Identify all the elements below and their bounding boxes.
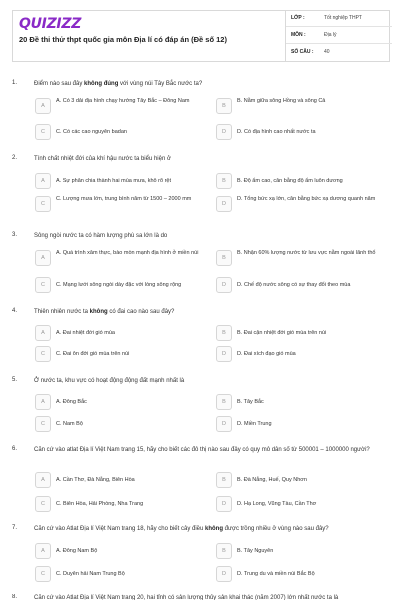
question-text: Ở nước ta, khu vực có hoạt động động đất mạnh nhất là xyxy=(34,378,185,384)
question-text: Căn cứ vào Atlat Địa lí Việt Nam trang 18, hãy cho biết cây điều không được trồng nhiều ở vùng nào sau đây? xyxy=(34,526,329,532)
meta-label: SỐ CÂU : xyxy=(291,49,314,55)
document-title: 20 Đề thi thử thpt quốc gia môn Địa lí có đáp án (Đề số 12) xyxy=(19,35,227,44)
meta-value: Tốt nghiệp THPT xyxy=(324,15,362,21)
quizizz-logo: QUIZIZZ xyxy=(19,16,82,32)
meta-value: Địa lý xyxy=(324,32,337,38)
question-number: 8. xyxy=(12,594,18,600)
question-text: Căn cứ vào Atlat Địa lí Việt Nam trang 20, hai tỉnh có sản lượng thủy sản khai thác (năm 2007) lớn nhất nước ta là xyxy=(34,595,339,600)
question-number: 7. xyxy=(12,525,18,531)
question-text: Sông ngòi nước ta có hàm lượng phù sa lớn là do xyxy=(34,233,168,239)
meta-row-count xyxy=(286,45,392,61)
question-text: Tính chất nhiệt đới của khí hậu nước ta biểu hiện ở xyxy=(34,156,171,162)
question-number: 5. xyxy=(12,377,18,383)
question-text: Thiên nhiên nước ta không có đai cao nào sau đây? xyxy=(34,309,175,315)
question-number: 3. xyxy=(12,232,18,238)
question xyxy=(12,594,390,600)
meta-row-class xyxy=(286,11,392,27)
question-number: 1. xyxy=(12,80,18,86)
meta-label: LỚP : xyxy=(291,15,305,21)
meta-table xyxy=(285,11,391,61)
question-number: 6. xyxy=(12,446,18,452)
meta-value: 40 xyxy=(324,49,330,55)
meta-row-subject xyxy=(286,28,392,44)
question-number: 4. xyxy=(12,308,18,314)
meta-label: MÔN : xyxy=(291,32,306,38)
document-header xyxy=(12,10,390,62)
question-text: Điểm nào sau đây không đúng với vùng núi Tây Bắc nước ta? xyxy=(34,81,203,87)
question-text: Căn cứ vào atlat Địa lí Việt Nam trang 15, hãy cho biết các đô thị nào sau đây có quy mô dân số từ 500001 – 1000000 người? xyxy=(34,447,370,453)
question-number: 2. xyxy=(12,155,18,161)
